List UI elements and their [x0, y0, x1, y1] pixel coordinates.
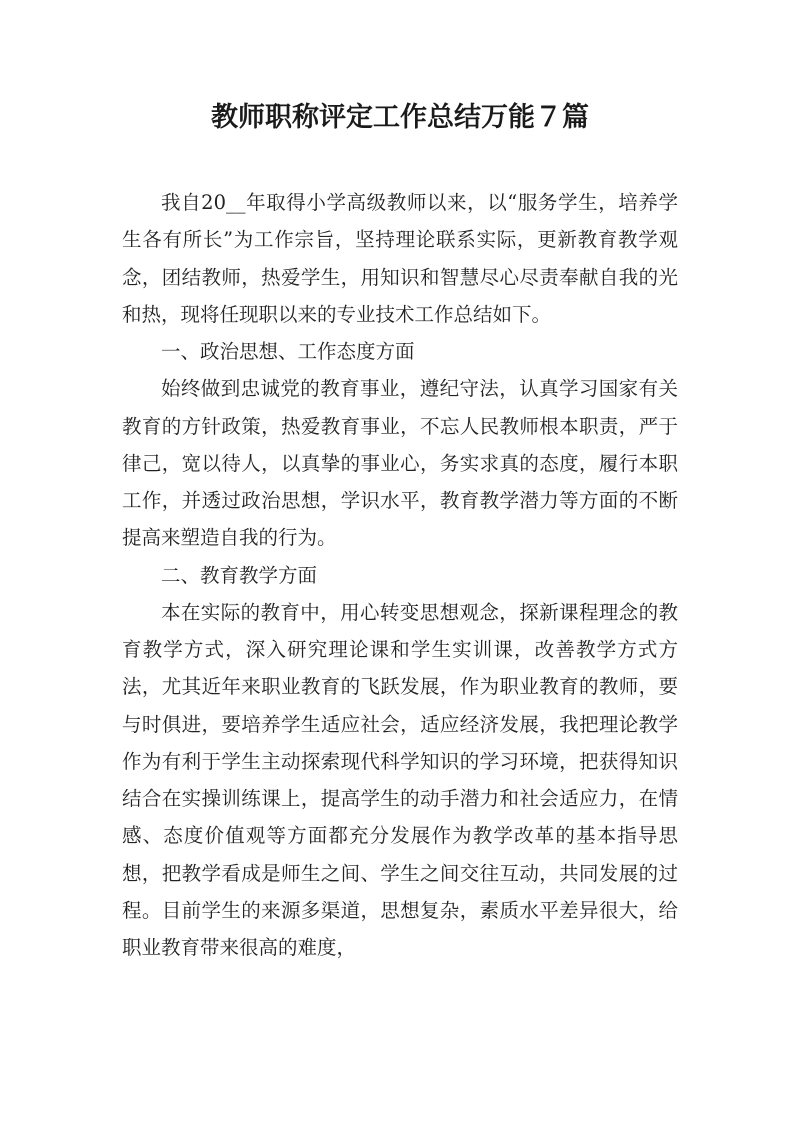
section-heading-teaching: 二、教育教学方面	[161, 563, 318, 587]
document-title: 教师职称评定工作总结万能７篇	[211, 102, 589, 133]
paragraph-teaching: 本在实际的教育中，用心转变思想观念，探新课程理念的教育教学方式，深入研究理论课和学生实训课，改善教学方式方法，尤其近年来职业教育的飞跃发展，作为职业教育的教师，要与时俱进，要培养学生适应社会，适应经济发展，我把理论教学作为有利于学生主动探索现代科学知识的学习环境，把获得知识结合在实操训练课上，提高学生的动手潜力和社会适应力，在情感、态度价值观等方面都充分发展作为教学改革的基本指导思想，把教学看成是师生之间、学生之间交往互动，共同发展的过程。目前学生的来源多渠道，思想复杂，素质水平差异很大，给职业教育带来很高的难度，	[122, 600, 678, 959]
document-body	[122, 184, 678, 966]
section-heading-politics: 一、政治思想、工作态度方面	[161, 340, 415, 363]
paragraph-politics: 始终做到忠诚党的教育事业，遵纪守法，认真学习国家有关教育的方针政策，热爱教育事业，不忘人民教师根本职责，严于律己，宽以待人，以真挚的事业心，务实求真的态度，履行本职工作，并透过政治思想，学识水平，教育教学潜力等方面的不断提高来塑造自我的行为。	[122, 377, 678, 550]
paragraph-intro: 我自20__年取得小学高级教师以来，以“服务学生，培养学生各有所长”为工作宗旨，坚持理论联系实际，更新教育教学观念，团结教师，热爱学生，用知识和智慧尽心尽责奉献自我的光和热，现将任现职以来的专业技术工作总结如下。	[122, 191, 678, 326]
